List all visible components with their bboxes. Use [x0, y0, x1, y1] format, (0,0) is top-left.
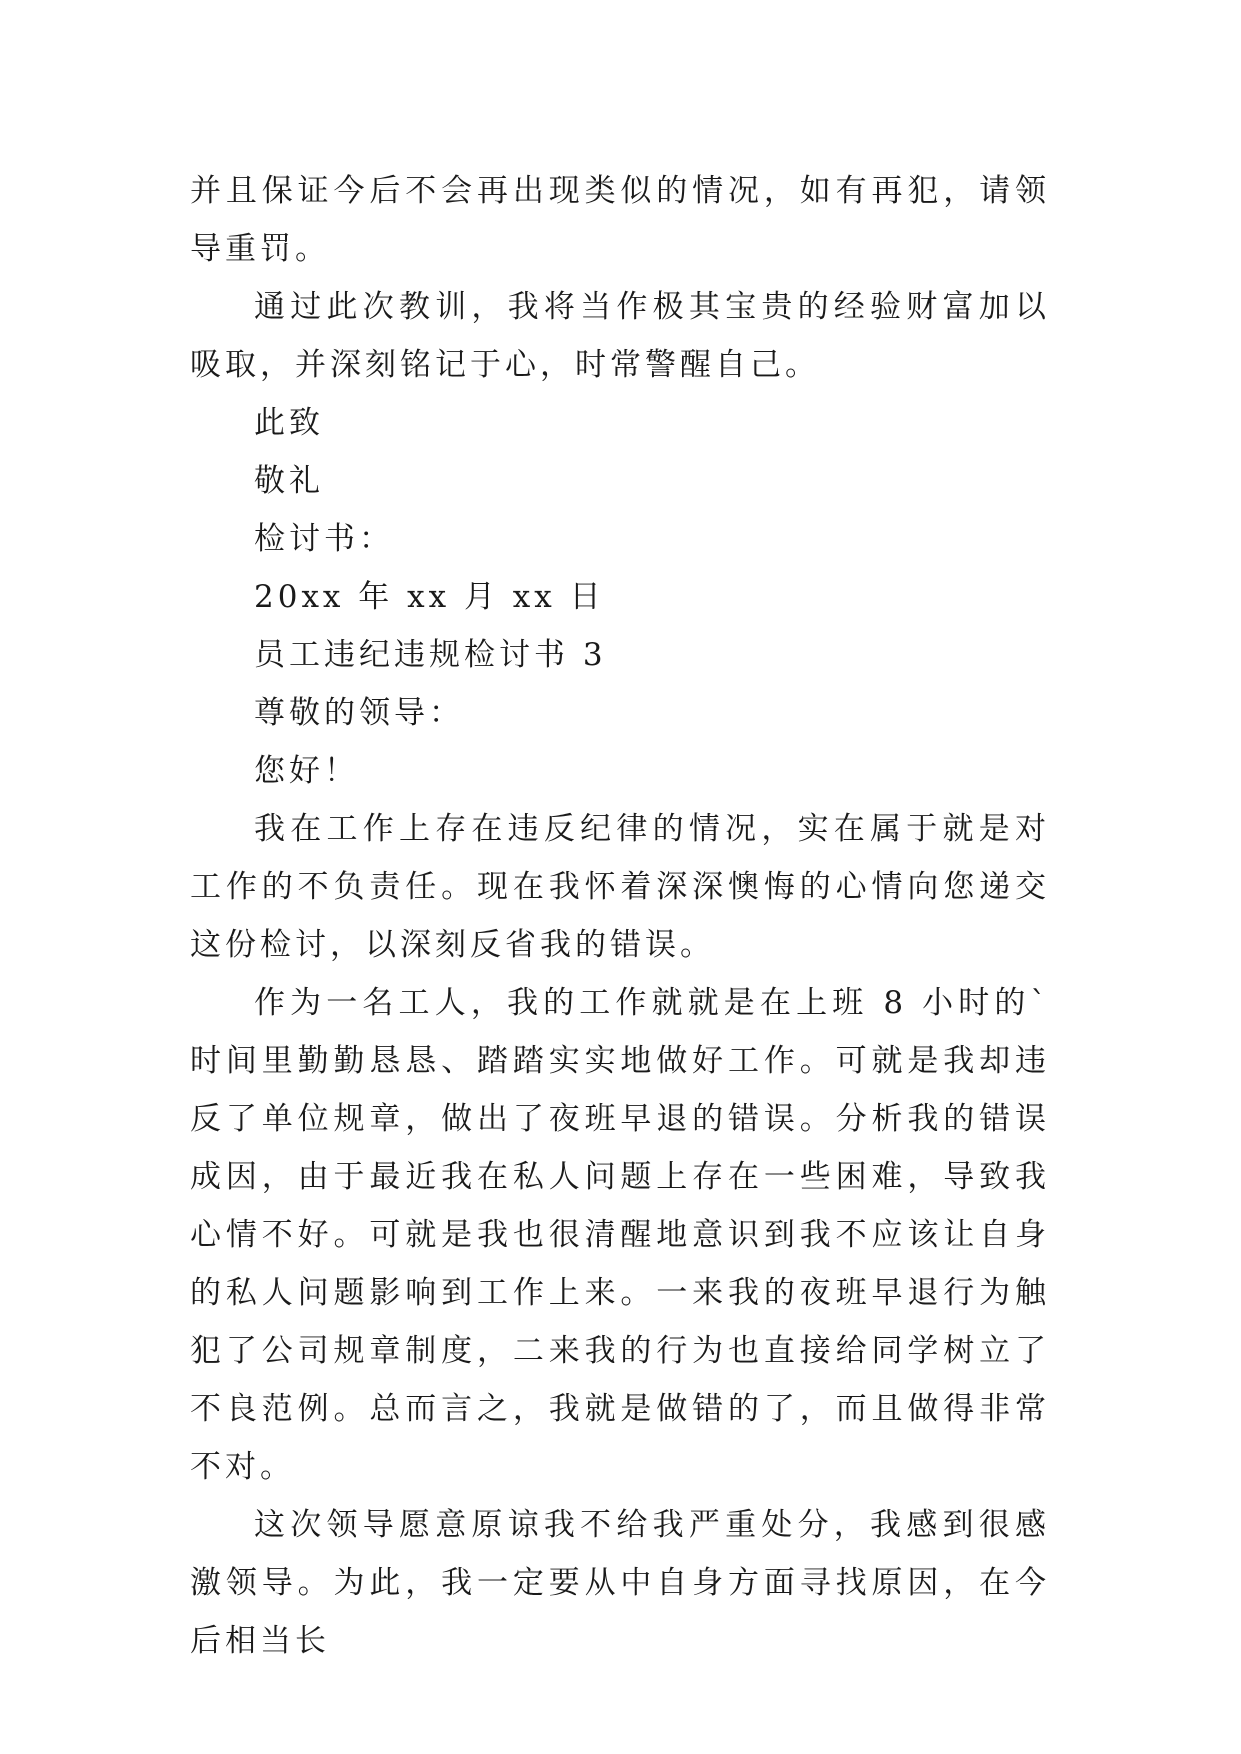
paragraph-gratitude: 这次领导愿意原谅我不给我严重处分，我感到很感激领导。为此，我一定要从中自身方面寻找原因，在今后相当长	[190, 1507, 1050, 1659]
section-title: 员工违纪违规检讨书 3	[254, 637, 607, 673]
document-body	[190, 162, 1050, 1670]
greeting-addressee: 尊敬的领导：	[254, 695, 464, 731]
signature-label: 检讨书：	[254, 521, 394, 557]
paragraph-continuation: 并且保证今后不会再出现类似的情况，如有再犯，请领导重罚。	[190, 173, 1050, 267]
paragraph-analysis: 作为一名工人，我的工作就就是在上班 8 小时的`时间里勤勤恳恳、踏踏实实地做好工作。可就是我却违反了单位规章，做出了夜班早退的错误。分析我的错误成因，由于最近我在私人问题上存在一些困难，导致我心情不好。可就是我也很清醒地意识到我不应该让自身的私人问题影响到工作上来。一来我的夜班早退行为触犯了公司规章制度，二来我的行为也直接给同学树立了不良范例。总而言之，我就是做错的了，而且做得非常不对。	[190, 985, 1050, 1485]
paragraph-confession: 我在工作上存在违反纪律的情况，实在属于就是对工作的不负责任。现在我怀着深深懊悔的心情向您递交这份检讨，以深刻反省我的错误。	[190, 811, 1050, 963]
closing-salutation: 此致	[254, 405, 324, 441]
paragraph-lesson: 通过此次教训，我将当作极其宝贵的经验财富加以吸取，并深刻铭记于心，时常警醒自己。	[190, 289, 1050, 383]
greeting-hello: 您好！	[254, 753, 359, 789]
closing-regards: 敬礼	[254, 463, 324, 499]
signature-date: 20xx 年 xx 月 xx 日	[254, 579, 605, 615]
